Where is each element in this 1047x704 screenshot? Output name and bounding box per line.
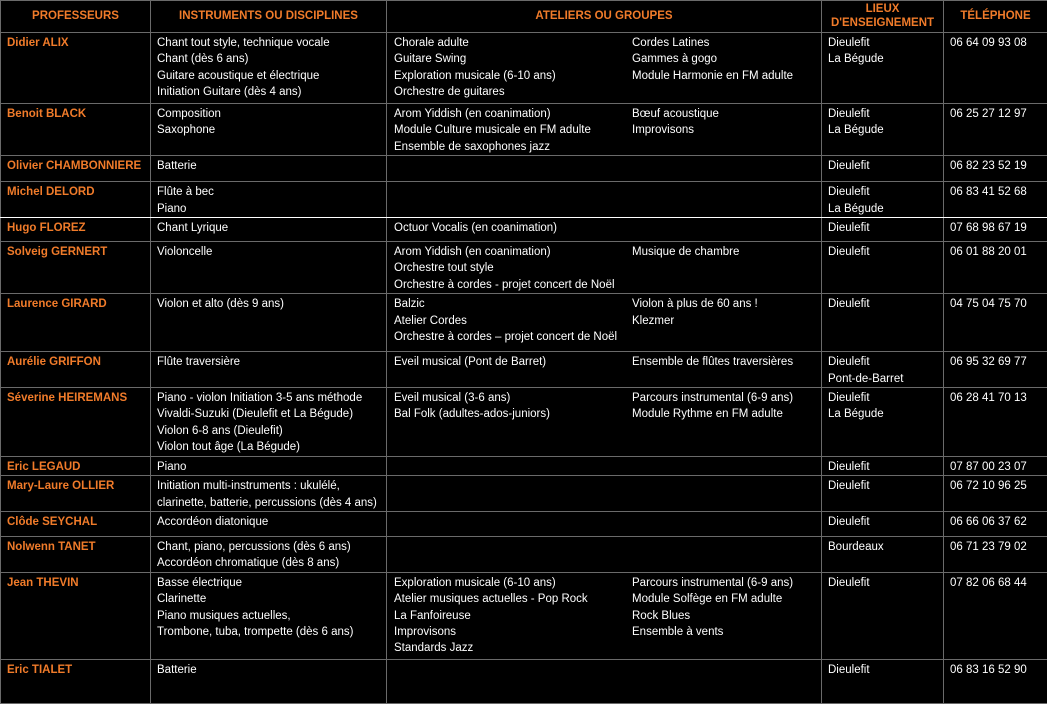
ateliers-columns	[387, 575, 821, 657]
teacher-name: Eric TIALET	[1, 659, 151, 703]
ateliers-columns	[387, 354, 821, 370]
instrument-item: Piano	[157, 201, 382, 217]
instruments-cell	[151, 182, 387, 218]
atelier-item: Improvisons	[632, 122, 821, 138]
instrument-item: Chant tout style, technique vocale	[157, 35, 382, 51]
atelier-item: Orchestre tout style	[394, 260, 632, 276]
lieu-item: La Bégude	[828, 122, 939, 138]
ateliers-column-1	[387, 354, 632, 370]
atelier-item: Exploration musicale (6-10 ans)	[394, 575, 632, 591]
instruments-cell	[151, 476, 387, 512]
ateliers-columns	[387, 244, 821, 293]
ateliers-columns	[387, 296, 821, 345]
table-row	[1, 182, 1047, 218]
instrument-item: Batterie	[157, 662, 382, 678]
ateliers-cell	[387, 156, 822, 182]
ateliers-column-1	[387, 35, 632, 101]
ateliers-column-2	[632, 244, 821, 293]
ateliers-cell	[387, 388, 822, 457]
atelier-item: Parcours instrumental (6-9 ans)	[632, 390, 821, 406]
phone-number: 04 75 04 75 70	[944, 294, 1047, 352]
teacher-name: Solveig GERNERT	[1, 242, 151, 294]
ateliers-column-2	[632, 575, 821, 657]
instruments-cell	[151, 218, 387, 242]
instruments-cell	[151, 511, 387, 536]
ateliers-cell	[387, 218, 822, 242]
ateliers-cell	[387, 659, 822, 703]
lieux-cell	[822, 352, 944, 388]
table-row	[1, 536, 1047, 572]
teacher-name: Eric LEGAUD	[1, 456, 151, 475]
instrument-item: Chant Lyrique	[157, 220, 382, 236]
atelier-item: Atelier musiques actuelles - Pop Rock	[394, 591, 632, 607]
atelier-item: Improvisons	[394, 624, 632, 640]
lieu-item: Dieulefit	[828, 184, 939, 200]
atelier-item: Bœuf acoustique	[632, 106, 821, 122]
atelier-item: Octuor Vocalis (en coanimation)	[394, 220, 632, 236]
lieu-item: Dieulefit	[828, 106, 939, 122]
atelier-item: Musique de chambre	[632, 244, 821, 260]
lieu-item: Dieulefit	[828, 354, 939, 370]
phone-number: 06 95 32 69 77	[944, 352, 1047, 388]
lieu-item: Dieulefit	[828, 662, 939, 678]
phone-number: 06 28 41 70 13	[944, 388, 1047, 457]
lieu-item: Dieulefit	[828, 158, 939, 174]
ateliers-column-2	[632, 220, 821, 236]
atelier-item: Atelier Cordes	[394, 313, 632, 329]
teacher-name: Séverine HEIREMANS	[1, 388, 151, 457]
ateliers-columns	[387, 220, 821, 236]
atelier-item: Module Solfège en FM adulte	[632, 591, 821, 607]
atelier-item: Orchestre à cordes - projet concert de Noël	[394, 277, 632, 293]
lieu-item: Dieulefit	[828, 514, 939, 530]
ateliers-cell	[387, 182, 822, 218]
instruments-cell	[151, 156, 387, 182]
instrument-item: Vivaldi-Suzuki (Dieulefit et La Bégude)	[157, 406, 382, 422]
instrument-item: Piano - violon Initiation 3-5 ans méthode	[157, 390, 382, 406]
instrument-item: Composition	[157, 106, 382, 122]
table-row	[1, 511, 1047, 536]
instruments-cell	[151, 33, 387, 104]
atelier-item: Arom Yiddish (en coanimation)	[394, 244, 632, 260]
instruments-cell	[151, 536, 387, 572]
atelier-item: Violon à plus de 60 ans !	[632, 296, 821, 312]
teacher-name: Olivier CHAMBONNIERE	[1, 156, 151, 182]
header-professeurs: PROFESSEURS	[1, 1, 151, 33]
instrument-item: Guitare acoustique et électrique	[157, 68, 382, 84]
atelier-item: Eveil musical (3-6 ans)	[394, 390, 632, 406]
ateliers-column-2	[632, 390, 821, 423]
header-row	[1, 1, 1047, 33]
lieu-item: Dieulefit	[828, 220, 939, 236]
atelier-item: Chorale adulte	[394, 35, 632, 51]
teacher-name: Nolwenn TANET	[1, 536, 151, 572]
lieux-cell	[822, 294, 944, 352]
lieu-item: La Bégude	[828, 406, 939, 422]
teacher-name: Michel DELORD	[1, 182, 151, 218]
table-row	[1, 352, 1047, 388]
atelier-item: Orchestre à cordes – projet concert de Noël	[394, 329, 632, 345]
lieux-cell	[822, 218, 944, 242]
instrument-item: Violon tout âge (La Bégude)	[157, 439, 382, 455]
lieu-item: Dieulefit	[828, 296, 939, 312]
lieux-cell	[822, 659, 944, 703]
ateliers-cell	[387, 294, 822, 352]
instrument-item: Piano	[157, 459, 382, 475]
atelier-item: Orchestre de guitares	[394, 84, 632, 100]
header-telephone: TÉLÉPHONE	[944, 1, 1047, 33]
table-row	[1, 33, 1047, 104]
ateliers-cell	[387, 572, 822, 659]
ateliers-column-1	[387, 575, 632, 657]
ateliers-column-2	[632, 35, 821, 101]
instrument-item: Trombone, tuba, trompette (dès 6 ans)	[157, 624, 382, 640]
phone-number: 06 83 41 52 68	[944, 182, 1047, 218]
ateliers-cell	[387, 352, 822, 388]
table-body	[1, 33, 1047, 704]
ateliers-cell	[387, 33, 822, 104]
ateliers-columns	[387, 35, 821, 101]
lieux-cell	[822, 182, 944, 218]
phone-number: 07 87 00 23 07	[944, 456, 1047, 475]
table-row	[1, 456, 1047, 475]
lieux-cell	[822, 476, 944, 512]
teacher-name: Mary-Laure OLLIER	[1, 476, 151, 512]
instruments-cell	[151, 456, 387, 475]
ateliers-cell	[387, 511, 822, 536]
table-row	[1, 294, 1047, 352]
phone-number: 06 25 27 12 97	[944, 104, 1047, 156]
ateliers-columns	[387, 390, 821, 423]
phone-number: 07 82 06 68 44	[944, 572, 1047, 659]
teacher-name: Didier ALIX	[1, 33, 151, 104]
table-row	[1, 476, 1047, 512]
ateliers-cell	[387, 476, 822, 512]
atelier-item: Cordes Latines	[632, 35, 821, 51]
instrument-item: Violoncelle	[157, 244, 382, 260]
lieu-item: La Bégude	[828, 51, 939, 67]
ateliers-cell	[387, 242, 822, 294]
teacher-name: Clôde SEYCHAL	[1, 511, 151, 536]
table-row	[1, 242, 1047, 294]
atelier-item: Ensemble de flûtes traversières	[632, 354, 821, 370]
ateliers-columns	[387, 106, 821, 155]
ateliers-column-2	[632, 106, 821, 155]
instrument-item: Flûte à bec	[157, 184, 382, 200]
header-ateliers: ATELIERS OU GROUPES	[387, 1, 822, 33]
atelier-item: Module Harmonie en FM adulte	[632, 68, 821, 84]
lieux-cell	[822, 104, 944, 156]
lieu-item: Dieulefit	[828, 35, 939, 51]
atelier-item: Ensemble de saxophones jazz	[394, 139, 632, 155]
instrument-item: Flûte traversière	[157, 354, 382, 370]
instrument-item: Accordéon chromatique (dès 8 ans)	[157, 555, 382, 571]
atelier-item: Module Culture musicale en FM adulte	[394, 122, 632, 138]
phone-number: 06 64 09 93 08	[944, 33, 1047, 104]
teacher-name: Jean THEVIN	[1, 572, 151, 659]
lieu-item: Bourdeaux	[828, 539, 939, 555]
phone-number: 07 68 98 67 19	[944, 218, 1047, 242]
lieu-item: La Bégude	[828, 201, 939, 217]
lieu-item: Pont-de-Barret	[828, 371, 939, 387]
instrument-item: Chant, piano, percussions (dès 6 ans)	[157, 539, 382, 555]
phone-number: 06 72 10 96 25	[944, 476, 1047, 512]
ateliers-column-1	[387, 106, 632, 155]
lieux-cell	[822, 388, 944, 457]
teacher-name: Aurélie GRIFFON	[1, 352, 151, 388]
atelier-item: Eveil musical (Pont de Barret)	[394, 354, 632, 370]
lieux-cell	[822, 572, 944, 659]
atelier-item: Standards Jazz	[394, 640, 632, 656]
table-row	[1, 572, 1047, 659]
instrument-item: Initiation Guitare (dès 4 ans)	[157, 84, 382, 100]
lieux-cell	[822, 511, 944, 536]
phone-number: 06 83 16 52 90	[944, 659, 1047, 703]
lieux-cell	[822, 536, 944, 572]
instruments-cell	[151, 294, 387, 352]
ateliers-column-1	[387, 296, 632, 345]
lieu-item: Dieulefit	[828, 244, 939, 260]
ateliers-cell	[387, 104, 822, 156]
atelier-item: La Fanfoireuse	[394, 608, 632, 624]
instruments-cell	[151, 572, 387, 659]
teacher-name: Hugo FLOREZ	[1, 218, 151, 242]
atelier-item: Balzic	[394, 296, 632, 312]
table-row	[1, 218, 1047, 242]
atelier-item: Guitare Swing	[394, 51, 632, 67]
atelier-item: Rock Blues	[632, 608, 821, 624]
lieu-item: Dieulefit	[828, 575, 939, 591]
instrument-item: Initiation multi-instruments : ukulélé, clarinette, batterie, percussions (dès 4 ans)	[157, 478, 382, 511]
atelier-item: Gammes à gogo	[632, 51, 821, 67]
atelier-item: Ensemble à vents	[632, 624, 821, 640]
teacher-name: Laurence GIRARD	[1, 294, 151, 352]
table-row	[1, 104, 1047, 156]
lieu-item: Dieulefit	[828, 478, 939, 494]
ateliers-column-2	[632, 354, 821, 370]
lieux-cell	[822, 242, 944, 294]
teacher-name: Benoit BLACK	[1, 104, 151, 156]
instruments-cell	[151, 104, 387, 156]
lieu-item: Dieulefit	[828, 459, 939, 475]
phone-number: 06 82 23 52 19	[944, 156, 1047, 182]
lieux-cell	[822, 156, 944, 182]
instruments-cell	[151, 242, 387, 294]
atelier-item: Klezmer	[632, 313, 821, 329]
ateliers-cell	[387, 456, 822, 475]
instrument-item: Clarinette	[157, 591, 382, 607]
header-instruments: INSTRUMENTS OU DISCIPLINES	[151, 1, 387, 33]
instruments-cell	[151, 659, 387, 703]
ateliers-cell	[387, 536, 822, 572]
ateliers-column-1	[387, 220, 632, 236]
atelier-item: Bal Folk (adultes-ados-juniors)	[394, 406, 632, 422]
instrument-item: Violon 6-8 ans (Dieulefit)	[157, 423, 382, 439]
ateliers-column-1	[387, 244, 632, 293]
instrument-item: Batterie	[157, 158, 382, 174]
table-row	[1, 388, 1047, 457]
instruments-cell	[151, 352, 387, 388]
lieux-cell	[822, 456, 944, 475]
phone-number: 06 71 23 79 02	[944, 536, 1047, 572]
instruments-cell	[151, 388, 387, 457]
phone-number: 06 66 06 37 62	[944, 511, 1047, 536]
atelier-item: Parcours instrumental (6-9 ans)	[632, 575, 821, 591]
atelier-item: Exploration musicale (6-10 ans)	[394, 68, 632, 84]
instrument-item: Piano musiques actuelles,	[157, 608, 382, 624]
ateliers-column-2	[632, 296, 821, 345]
phone-number: 06 01 88 20 01	[944, 242, 1047, 294]
table-row	[1, 156, 1047, 182]
instrument-item: Violon et alto (dès 9 ans)	[157, 296, 382, 312]
instrument-item: Saxophone	[157, 122, 382, 138]
ateliers-column-1	[387, 390, 632, 423]
instrument-item: Accordéon diatonique	[157, 514, 382, 530]
lieu-item: Dieulefit	[828, 390, 939, 406]
instrument-item: Chant (dès 6 ans)	[157, 51, 382, 67]
atelier-item: Arom Yiddish (en coanimation)	[394, 106, 632, 122]
table-row	[1, 659, 1047, 703]
lieux-cell	[822, 33, 944, 104]
header-lieux: LIEUX D'ENSEIGNEMENT	[822, 1, 944, 33]
atelier-item: Module Rythme en FM adulte	[632, 406, 821, 422]
instrument-item: Basse électrique	[157, 575, 382, 591]
